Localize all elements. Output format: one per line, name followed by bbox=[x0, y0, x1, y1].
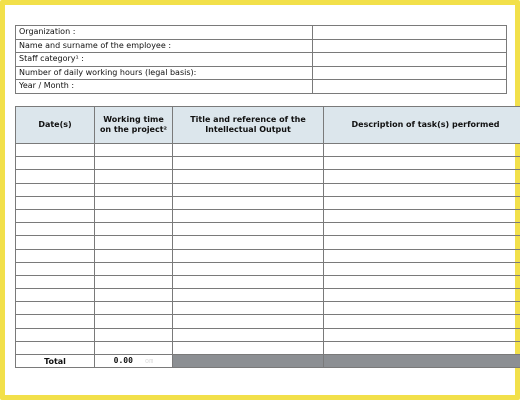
timesheet-row bbox=[16, 170, 520, 183]
total-cell-description bbox=[324, 355, 520, 368]
info-field-working-hours[interactable] bbox=[313, 66, 507, 80]
cell-intellectual-output[interactable] bbox=[173, 223, 324, 236]
total-cell-title bbox=[173, 355, 324, 368]
info-field-organization[interactable] bbox=[313, 26, 507, 40]
info-label-working-hours: Number of daily working hours (legal basis): bbox=[16, 66, 313, 80]
timesheet-row bbox=[16, 341, 520, 354]
timesheet-row bbox=[16, 249, 520, 262]
timesheet-row bbox=[16, 157, 520, 170]
timesheet-header-row bbox=[16, 107, 520, 144]
cell-date[interactable] bbox=[16, 341, 95, 354]
cell-date[interactable] bbox=[16, 315, 95, 328]
cell-intellectual-output[interactable] bbox=[173, 196, 324, 209]
cell-date[interactable] bbox=[16, 209, 95, 222]
cell-task-description[interactable] bbox=[324, 315, 520, 328]
header-task-description: Description of task(s) performed bbox=[324, 107, 520, 144]
employee-info-table bbox=[15, 25, 507, 94]
cell-date[interactable] bbox=[16, 249, 95, 262]
timesheet-row bbox=[16, 328, 520, 341]
cell-date[interactable] bbox=[16, 328, 95, 341]
cell-date[interactable] bbox=[16, 262, 95, 275]
info-field-year-month[interactable] bbox=[313, 80, 507, 94]
timesheet-row bbox=[16, 144, 520, 157]
timesheet-row bbox=[16, 275, 520, 288]
timesheet-row bbox=[16, 196, 520, 209]
cell-working-time[interactable] bbox=[95, 183, 173, 196]
cell-intellectual-output[interactable] bbox=[173, 183, 324, 196]
cell-intellectual-output[interactable] bbox=[173, 328, 324, 341]
cell-task-description[interactable] bbox=[324, 341, 520, 354]
total-row bbox=[16, 355, 520, 368]
info-row-employee-name bbox=[16, 39, 507, 53]
cell-intellectual-output[interactable] bbox=[173, 249, 324, 262]
cell-working-time[interactable] bbox=[95, 223, 173, 236]
info-row-staff-category bbox=[16, 53, 507, 67]
cell-date[interactable] bbox=[16, 183, 95, 196]
cell-intellectual-output[interactable] bbox=[173, 236, 324, 249]
info-field-employee-name[interactable] bbox=[313, 39, 507, 53]
cell-working-time[interactable] bbox=[95, 328, 173, 341]
cell-intellectual-output[interactable] bbox=[173, 262, 324, 275]
cell-task-description[interactable] bbox=[324, 170, 520, 183]
cell-working-time[interactable] bbox=[95, 249, 173, 262]
header-intellectual-output: Title and reference of the Intellectual Output bbox=[173, 107, 324, 144]
cell-task-description[interactable] bbox=[324, 144, 520, 157]
cell-task-description[interactable] bbox=[324, 157, 520, 170]
timesheet-body bbox=[16, 144, 520, 368]
cell-working-time[interactable] bbox=[95, 157, 173, 170]
cell-date[interactable] bbox=[16, 223, 95, 236]
timesheet-row bbox=[16, 183, 520, 196]
cell-task-description[interactable] bbox=[324, 223, 520, 236]
cell-task-description[interactable] bbox=[324, 262, 520, 275]
cell-task-description[interactable] bbox=[324, 196, 520, 209]
cell-working-time[interactable] bbox=[95, 315, 173, 328]
timesheet-row bbox=[16, 209, 520, 222]
cell-intellectual-output[interactable] bbox=[173, 157, 324, 170]
cell-working-time[interactable] bbox=[95, 262, 173, 275]
timesheet-row bbox=[16, 302, 520, 315]
cell-working-time[interactable] bbox=[95, 170, 173, 183]
cell-working-time[interactable] bbox=[95, 341, 173, 354]
info-row-organization bbox=[16, 26, 507, 40]
info-field-staff-category[interactable] bbox=[313, 53, 507, 67]
cell-working-time[interactable] bbox=[95, 302, 173, 315]
cell-task-description[interactable] bbox=[324, 236, 520, 249]
cell-task-description[interactable] bbox=[324, 328, 520, 341]
cell-date[interactable] bbox=[16, 289, 95, 302]
cell-working-time[interactable] bbox=[95, 144, 173, 157]
cell-task-description[interactable] bbox=[324, 209, 520, 222]
cell-date[interactable] bbox=[16, 236, 95, 249]
cell-date[interactable] bbox=[16, 196, 95, 209]
info-label-employee-name: Name and surname of the employee : bbox=[16, 39, 313, 53]
cell-intellectual-output[interactable] bbox=[173, 289, 324, 302]
timesheet-row bbox=[16, 223, 520, 236]
timesheet-row bbox=[16, 236, 520, 249]
cell-date[interactable] bbox=[16, 157, 95, 170]
cell-intellectual-output[interactable] bbox=[173, 170, 324, 183]
cell-working-time[interactable] bbox=[95, 275, 173, 288]
cell-date[interactable] bbox=[16, 144, 95, 157]
info-label-year-month: Year / Month : bbox=[16, 80, 313, 94]
header-dates: Date(s) bbox=[16, 107, 95, 144]
cell-intellectual-output[interactable] bbox=[173, 341, 324, 354]
cell-intellectual-output[interactable] bbox=[173, 315, 324, 328]
cell-intellectual-output[interactable] bbox=[173, 302, 324, 315]
cell-task-description[interactable] bbox=[324, 183, 520, 196]
cell-intellectual-output[interactable] bbox=[173, 144, 324, 157]
cell-working-time[interactable] bbox=[95, 289, 173, 302]
cell-working-time[interactable] bbox=[95, 236, 173, 249]
cell-working-time[interactable] bbox=[95, 196, 173, 209]
total-label: Total bbox=[16, 355, 95, 368]
cell-date[interactable] bbox=[16, 170, 95, 183]
cell-task-description[interactable] bbox=[324, 275, 520, 288]
total-value bbox=[95, 355, 173, 368]
info-label-staff-category: Staff category¹ : bbox=[16, 53, 313, 67]
cell-task-description[interactable] bbox=[324, 249, 520, 262]
info-row-working-hours bbox=[16, 66, 507, 80]
info-label-organization: Organization : bbox=[16, 26, 313, 40]
cell-intellectual-output[interactable] bbox=[173, 275, 324, 288]
cell-task-description[interactable] bbox=[324, 289, 520, 302]
info-row-year-month bbox=[16, 80, 507, 94]
header-working-time: Working time on the project² bbox=[95, 107, 173, 144]
cell-date[interactable] bbox=[16, 302, 95, 315]
cell-intellectual-output[interactable] bbox=[173, 209, 324, 222]
total-value-text: 0.00 bbox=[113, 356, 133, 365]
cell-date[interactable] bbox=[16, 275, 95, 288]
total-value-suffix: om bbox=[144, 357, 154, 365]
timesheet-table bbox=[15, 106, 520, 368]
timesheet-row bbox=[16, 289, 520, 302]
timesheet-row bbox=[16, 262, 520, 275]
timesheet-row bbox=[16, 315, 520, 328]
cell-working-time[interactable] bbox=[95, 209, 173, 222]
cell-task-description[interactable] bbox=[324, 302, 520, 315]
